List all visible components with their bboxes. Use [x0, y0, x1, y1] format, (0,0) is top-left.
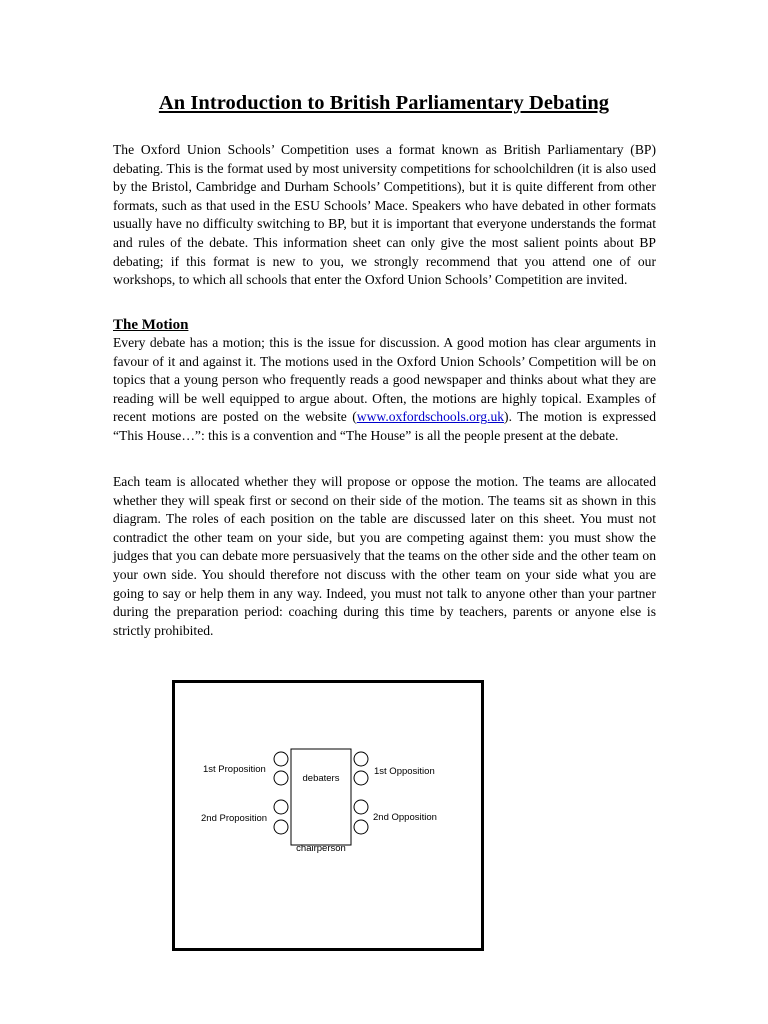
label-chairperson: chairperson [296, 843, 346, 854]
seat-2nd-opposition-a [354, 800, 368, 814]
seating-diagram-svg [175, 683, 481, 948]
seat-2nd-proposition-b [274, 820, 288, 834]
motion-text-after-link: ). The motion is expressed “This House…”: this is a convention and “The House” is all the people present at the debate. [113, 409, 657, 443]
motion-paragraph [113, 334, 656, 446]
label-1st-proposition: 1st Proposition [203, 764, 266, 775]
seat-1st-opposition-b [354, 771, 368, 785]
document-title: An Introduction to British Parliamentary Debating [158, 92, 610, 114]
seat-1st-proposition-b [274, 771, 288, 785]
seat-1st-proposition-a [274, 752, 288, 766]
motion-text-before-link: Every debate has a motion; this is the issue for discussion. A good motion has clear arguments in favour of it and against it. The motions used in the Oxford Union Schools’ Competition will be on topics that a young person who frequently reads a good newspaper and thinks about what they are reading will be well equipped to argue about. Often, the motions are highly topical. Examples of recent motions are posted on the website ( [113, 335, 656, 425]
website-link[interactable]: www.oxfordschools.org.uk [356, 409, 505, 425]
teams-paragraph: Each team is allocated whether they will propose or oppose the motion. The teams are allocated whether they will speak first or second on their side of the motion. The teams sit as shown in this diagram. The roles of each position on the table are discussed later on this sheet. You must not contradict the other team on your side, but you are competing against them: you must show the judges that you can debate more persuasively that the teams on the other side and the other team on your own side. You should therefore not discuss with the other team on your side what you are going to say or help them in any way. Indeed, you must not talk to anyone other than your partner during the preparation period: coaching during this time by teachers, parents or anyone else is strictly prohibited. [113, 474, 656, 638]
intro-paragraph: The Oxford Union Schools’ Competition uses a format known as British Parliamentary (BP) debating. This is the format used by most university competitions for schoolchildren (it is also used by the Bristol, Cambridge and Durham Schools’ Competitions), but it is quite different from other formats, such as that used in the ESU Schools’ Mace. Speakers who have debated in other formats usually have no difficulty switching to BP, but it is important that everyone understands the format and rules of the debate. This information sheet can only give the most salient points about BP debating; if this format is new to you, we strongly recommend that you attend one of our workshops, to which all schools that enter the Oxford Union Schools’ Competition are invited. [113, 142, 656, 288]
label-2nd-proposition: 2nd Proposition [201, 813, 268, 824]
seat-2nd-opposition-b [354, 820, 368, 834]
seat-2nd-proposition-a [274, 800, 288, 814]
label-2nd-opposition: 2nd Opposition [373, 812, 437, 823]
motion-heading: The Motion [113, 317, 189, 333]
label-debaters: debaters [302, 773, 340, 784]
debate-table [291, 749, 351, 845]
seating-diagram [172, 680, 484, 951]
seat-1st-opposition-a [354, 752, 368, 766]
label-1st-opposition: 1st Opposition [374, 766, 435, 777]
